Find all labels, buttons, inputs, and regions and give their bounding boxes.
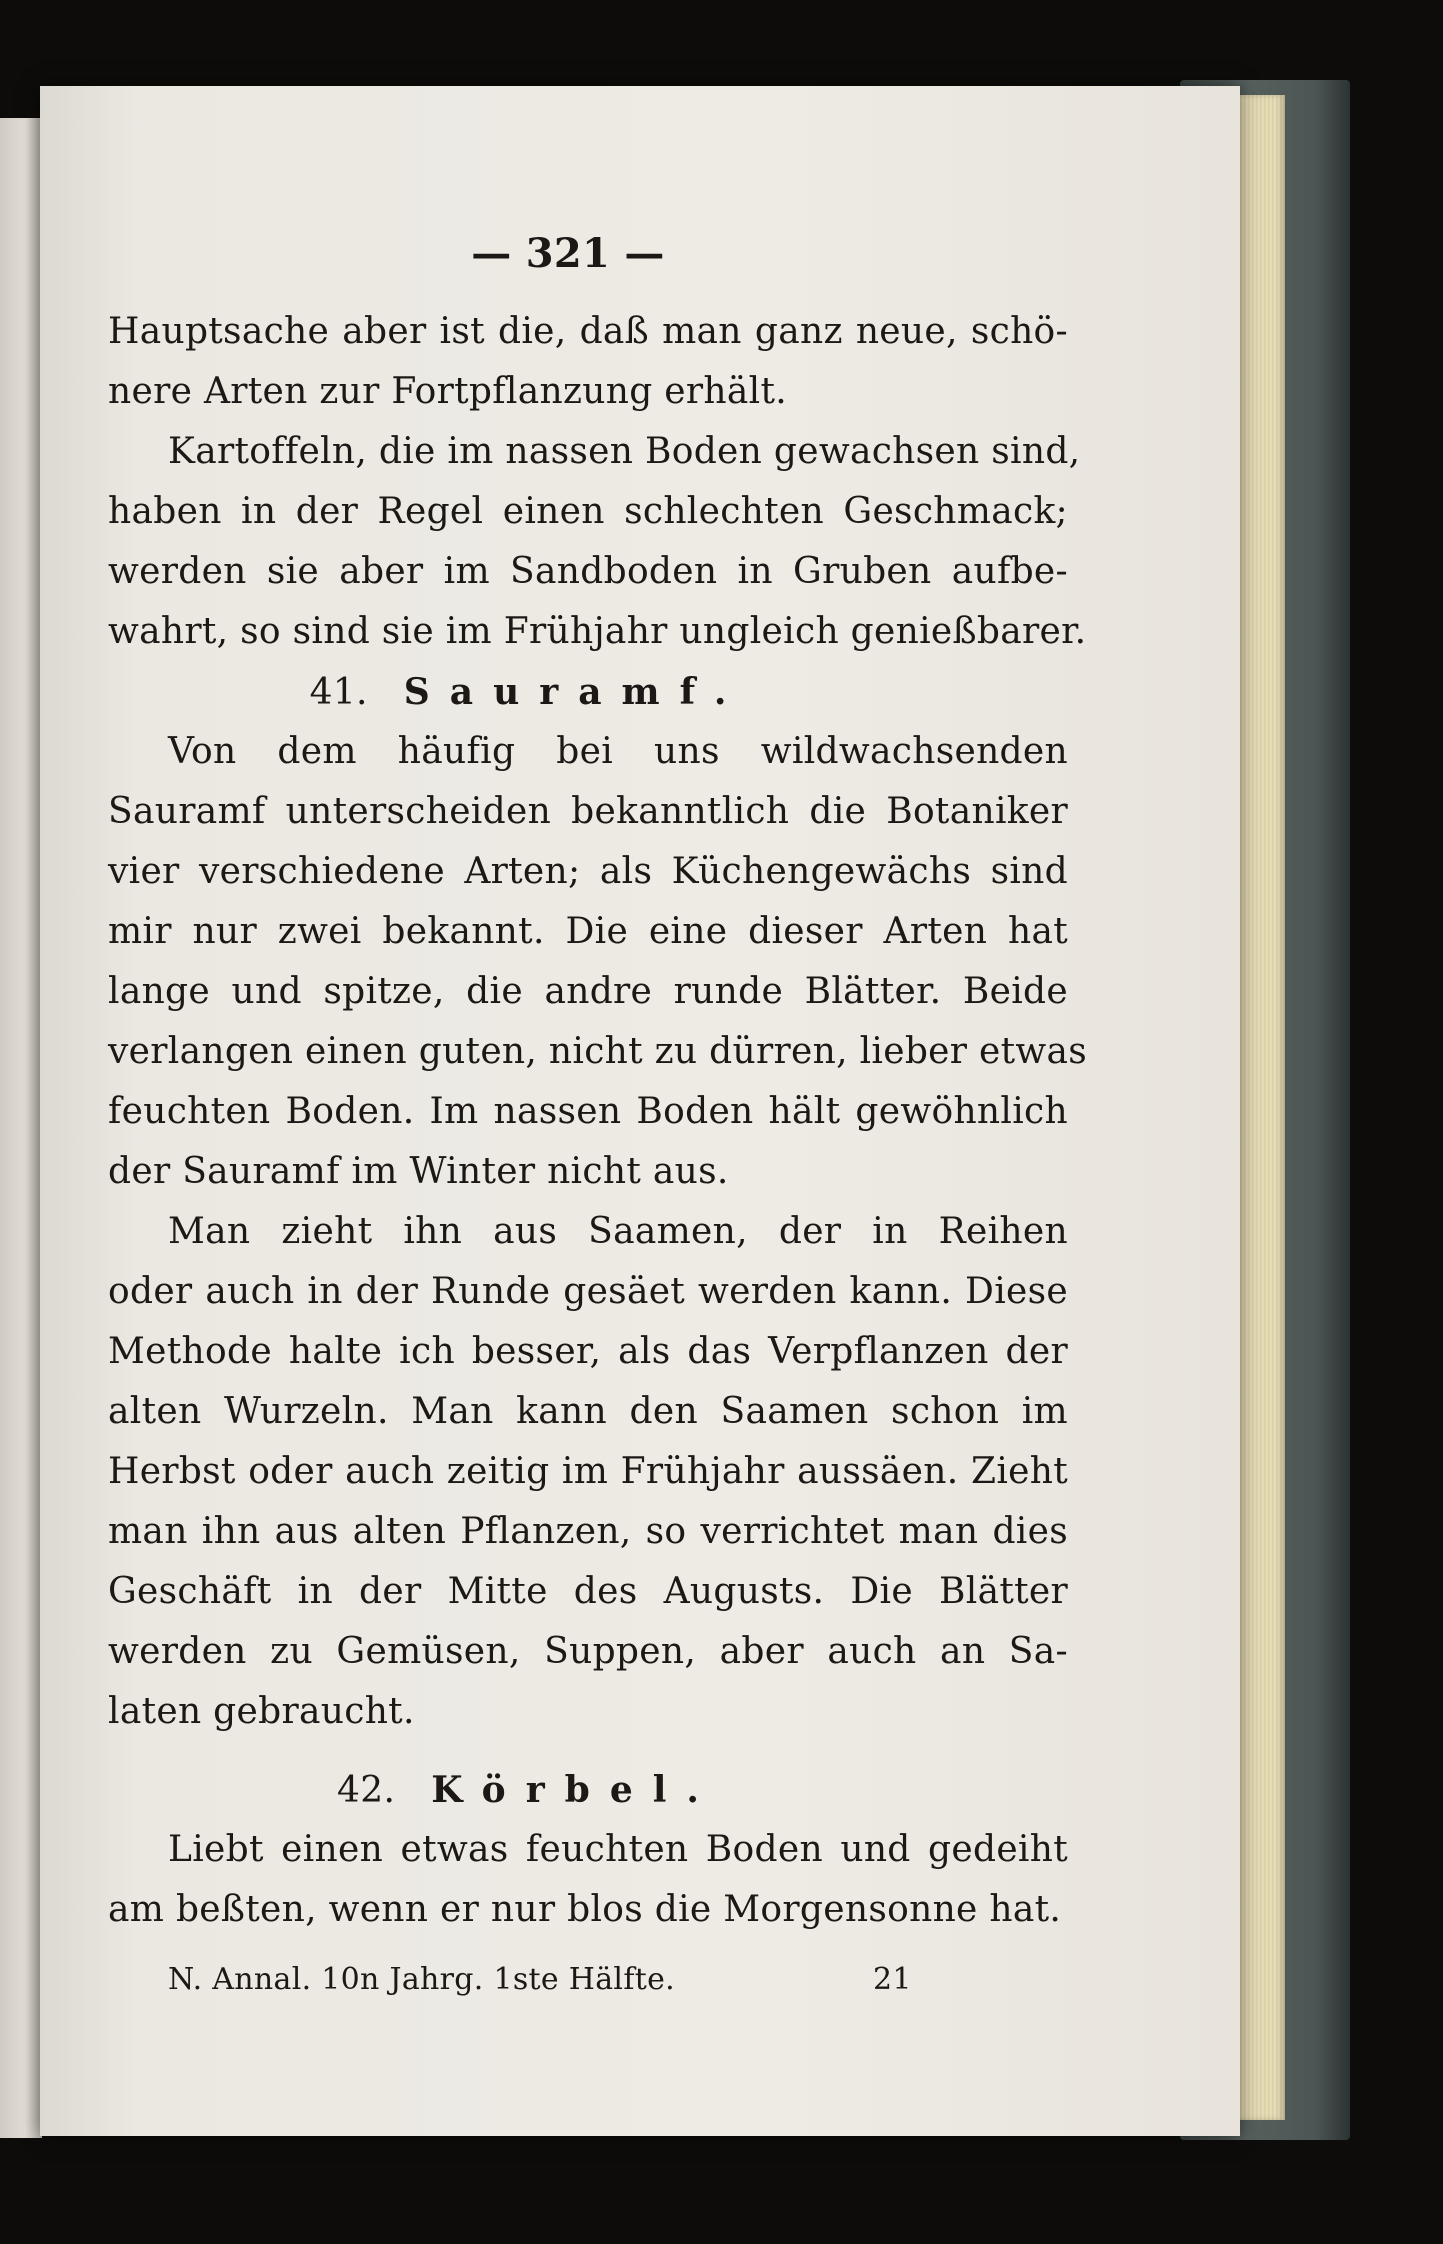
page-footer xyxy=(108,1950,1068,2010)
text-line: nere Arten zur Fortpflanzung erhält. xyxy=(108,371,787,412)
section-number: 41. xyxy=(309,672,368,713)
text-line: Methode halte ich besser, als das Verpflanzen der xyxy=(108,1331,1068,1372)
text-line: haben in der Regel einen schlechten Geschmack; xyxy=(108,491,1068,532)
text-line: der Sauramf im Winter nicht aus. xyxy=(108,1151,729,1192)
text-line: feuchten Boden. Im nassen Boden hält gewöhnlich xyxy=(108,1091,1068,1132)
page-text xyxy=(108,206,1088,2010)
section-title: Sauramf. xyxy=(403,671,747,713)
text-line: verlangen einen guten, nicht zu dürren, lieber etwas xyxy=(108,1031,1088,1072)
book-page xyxy=(40,86,1240,2136)
text-line: lange und spitze, die andre runde Blätter. Beide xyxy=(108,971,1068,1012)
printer-signature: N. Annal. 10n Jahrg. 1ste Hälfte. xyxy=(168,1962,675,1997)
text-line: man ihn aus alten Pflanzen, so verrichtet man dies xyxy=(108,1511,1068,1552)
page-number: — 321 — xyxy=(471,230,665,277)
section-number: 42. xyxy=(337,1770,396,1811)
text-line: oder auch in der Runde gesäet werden kann. Diese xyxy=(108,1271,1068,1312)
text-line: Von dem häufig bei uns wildwachsenden xyxy=(168,731,1068,772)
text-line: mir nur zwei bekannt. Die eine dieser Arten hat xyxy=(108,911,1068,952)
text-line: werden sie aber im Sandboden in Gruben aufbe- xyxy=(108,551,1068,592)
spacer xyxy=(108,1742,1068,1760)
text-line: Geschäft in der Mitte des Augusts. Die Blätter xyxy=(108,1571,1068,1612)
text-line: Herbst oder auch zeitig im Frühjahr aussäen. Zieht xyxy=(108,1451,1068,1492)
text-line: werden zu Gemüsen, Suppen, aber auch an Sa- xyxy=(108,1631,1068,1672)
text-line: wahrt, so sind sie im Frühjahr ungleich genießbarer. xyxy=(108,611,1087,652)
text-line: Sauramf unterscheiden bekanntlich die Botaniker xyxy=(108,791,1068,832)
text-line: Man zieht ihn aus Saamen, der in Reihen xyxy=(168,1211,1068,1252)
text-line: am beßten, wenn er nur blos die Morgensonne hat. xyxy=(108,1889,1062,1930)
text-line: vier verschiedene Arten; als Küchengewächs sind xyxy=(108,851,1068,892)
text-line: Kartoffeln, die im nassen Boden gewachsen sind, xyxy=(168,431,1081,472)
text-line: alten Wurzeln. Man kann den Saamen schon im xyxy=(108,1391,1068,1432)
left-page-sliver xyxy=(0,118,42,2138)
text-line: Liebt einen etwas feuchten Boden und gedeiht xyxy=(168,1829,1068,1870)
signature-number: 21 xyxy=(873,1962,912,1997)
text-line: laten gebraucht. xyxy=(108,1691,415,1732)
text-line: Hauptsache aber ist die, daß man ganz neue, schö- xyxy=(108,311,1068,352)
section-title: Körbel. xyxy=(431,1769,719,1811)
section-heading-42 xyxy=(0,1760,1068,1820)
section-heading-41 xyxy=(0,662,1068,722)
